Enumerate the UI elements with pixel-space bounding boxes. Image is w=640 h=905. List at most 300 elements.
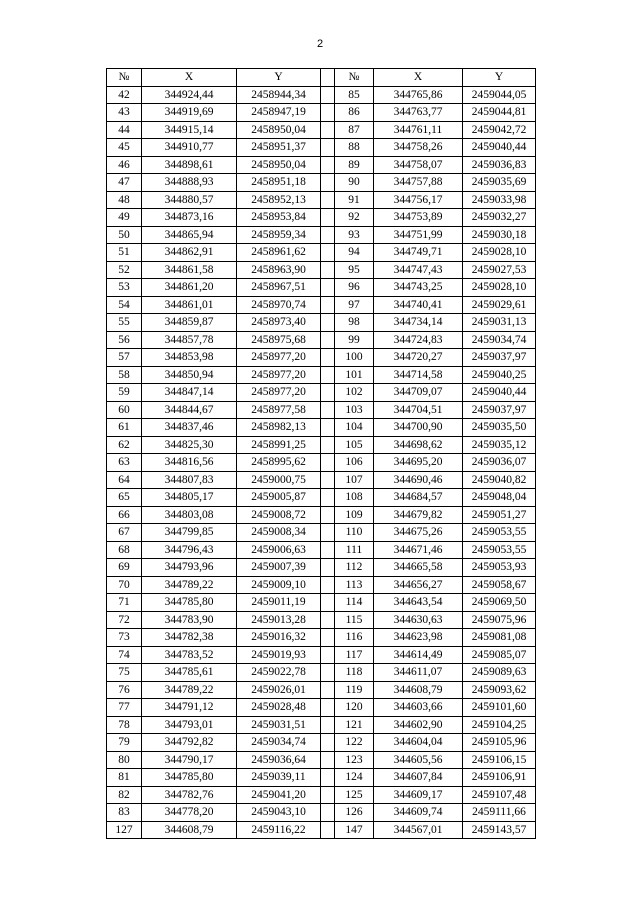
y-coordinate-right: 2459034,74 (463, 331, 536, 349)
column-gap (321, 296, 335, 314)
y-coordinate-left: 2459013,28 (237, 611, 321, 629)
point-number-right: 101 (335, 366, 374, 384)
point-number-right: 85 (335, 86, 374, 104)
y-coordinate-right: 2459053,55 (463, 524, 536, 542)
x-coordinate-left: 344859,87 (142, 314, 237, 332)
table-row (107, 279, 536, 297)
point-number-right: 108 (335, 489, 374, 507)
column-gap (321, 86, 335, 104)
table-row (107, 489, 536, 507)
column-gap (321, 699, 335, 717)
column-gap (321, 366, 335, 384)
x-coordinate-left: 344873,16 (142, 209, 237, 227)
y-coordinate-left: 2459006,63 (237, 541, 321, 559)
x-coordinate-right: 344609,17 (374, 786, 463, 804)
point-number-right: 88 (335, 139, 374, 157)
column-gap (321, 611, 335, 629)
y-coordinate-right: 2459027,53 (463, 261, 536, 279)
table-row (107, 734, 536, 752)
column-gap (321, 261, 335, 279)
header-y-left: Y (237, 69, 321, 87)
table-row (107, 349, 536, 367)
y-coordinate-right: 2459106,15 (463, 751, 536, 769)
y-coordinate-right: 2459035,50 (463, 419, 536, 437)
column-gap (321, 139, 335, 157)
table-row (107, 629, 536, 647)
y-coordinate-right: 2459089,63 (463, 664, 536, 682)
point-number-left: 69 (107, 559, 142, 577)
point-number-left: 49 (107, 209, 142, 227)
y-coordinate-left: 2458977,20 (237, 366, 321, 384)
x-coordinate-left: 344796,43 (142, 541, 237, 559)
column-gap (321, 436, 335, 454)
point-number-right: 99 (335, 331, 374, 349)
table-row (107, 471, 536, 489)
x-coordinate-right: 344608,79 (374, 681, 463, 699)
x-coordinate-right: 344758,07 (374, 156, 463, 174)
x-coordinate-left: 344783,90 (142, 611, 237, 629)
y-coordinate-left: 2459036,64 (237, 751, 321, 769)
x-coordinate-left: 344910,77 (142, 139, 237, 157)
point-number-left: 82 (107, 786, 142, 804)
x-coordinate-right: 344609,74 (374, 804, 463, 822)
table-row (107, 594, 536, 612)
table-row (107, 646, 536, 664)
y-coordinate-right: 2459053,55 (463, 541, 536, 559)
y-coordinate-left: 2458950,04 (237, 121, 321, 139)
point-number-left: 54 (107, 296, 142, 314)
column-gap (321, 524, 335, 542)
point-number-left: 52 (107, 261, 142, 279)
y-coordinate-right: 2459032,27 (463, 209, 536, 227)
table-row (107, 366, 536, 384)
column-gap (321, 541, 335, 559)
point-number-right: 114 (335, 594, 374, 612)
x-coordinate-left: 344792,82 (142, 734, 237, 752)
x-coordinate-right: 344607,84 (374, 769, 463, 787)
point-number-left: 83 (107, 804, 142, 822)
x-coordinate-left: 344807,83 (142, 471, 237, 489)
x-coordinate-left: 344924,44 (142, 86, 237, 104)
y-coordinate-left: 2459039,11 (237, 769, 321, 787)
x-coordinate-left: 344919,69 (142, 104, 237, 122)
x-coordinate-left: 344805,17 (142, 489, 237, 507)
x-coordinate-right: 344630,63 (374, 611, 463, 629)
x-coordinate-right: 344704,51 (374, 401, 463, 419)
column-gap (321, 419, 335, 437)
column-gap (321, 489, 335, 507)
point-number-right: 111 (335, 541, 374, 559)
point-number-left: 80 (107, 751, 142, 769)
point-number-left: 72 (107, 611, 142, 629)
point-number-right: 100 (335, 349, 374, 367)
point-number-right: 122 (335, 734, 374, 752)
y-coordinate-right: 2459051,27 (463, 506, 536, 524)
x-coordinate-left: 344862,91 (142, 244, 237, 262)
y-coordinate-right: 2459040,44 (463, 139, 536, 157)
y-coordinate-left: 2458995,62 (237, 454, 321, 472)
point-number-right: 92 (335, 209, 374, 227)
point-number-right: 107 (335, 471, 374, 489)
y-coordinate-left: 2459008,72 (237, 506, 321, 524)
point-number-right: 125 (335, 786, 374, 804)
page-number: 2 (316, 38, 324, 50)
point-number-left: 58 (107, 366, 142, 384)
x-coordinate-left: 344789,22 (142, 681, 237, 699)
x-coordinate-left: 344888,93 (142, 174, 237, 192)
x-coordinate-right: 344749,71 (374, 244, 463, 262)
point-number-right: 110 (335, 524, 374, 542)
column-gap (321, 664, 335, 682)
y-coordinate-left: 2459026,01 (237, 681, 321, 699)
point-number-right: 147 (335, 821, 374, 839)
point-number-left: 65 (107, 489, 142, 507)
point-number-left: 74 (107, 646, 142, 664)
table-row (107, 104, 536, 122)
x-coordinate-left: 344791,12 (142, 699, 237, 717)
table-row (107, 401, 536, 419)
y-coordinate-right: 2459035,12 (463, 436, 536, 454)
x-coordinate-right: 344679,82 (374, 506, 463, 524)
table-row (107, 139, 536, 157)
y-coordinate-right: 2459037,97 (463, 401, 536, 419)
y-coordinate-left: 2458947,19 (237, 104, 321, 122)
y-coordinate-left: 2458977,20 (237, 384, 321, 402)
x-coordinate-right: 344700,90 (374, 419, 463, 437)
y-coordinate-right: 2459036,07 (463, 454, 536, 472)
y-coordinate-left: 2459041,20 (237, 786, 321, 804)
x-coordinate-left: 344783,52 (142, 646, 237, 664)
y-coordinate-right: 2459048,04 (463, 489, 536, 507)
y-coordinate-left: 2459007,39 (237, 559, 321, 577)
y-coordinate-right: 2459028,10 (463, 244, 536, 262)
y-coordinate-right: 2459044,05 (463, 86, 536, 104)
column-gap (321, 244, 335, 262)
point-number-right: 117 (335, 646, 374, 664)
y-coordinate-right: 2459101,60 (463, 699, 536, 717)
y-coordinate-left: 2459009,10 (237, 576, 321, 594)
y-coordinate-right: 2459104,25 (463, 716, 536, 734)
table-header-row (107, 69, 536, 87)
y-coordinate-right: 2459035,69 (463, 174, 536, 192)
y-coordinate-right: 2459040,44 (463, 384, 536, 402)
point-number-right: 94 (335, 244, 374, 262)
column-gap (321, 226, 335, 244)
x-coordinate-right: 344604,04 (374, 734, 463, 752)
x-coordinate-left: 344861,58 (142, 261, 237, 279)
column-gap (321, 104, 335, 122)
y-coordinate-right: 2459058,67 (463, 576, 536, 594)
y-coordinate-right: 2459030,18 (463, 226, 536, 244)
point-number-right: 96 (335, 279, 374, 297)
table-row (107, 209, 536, 227)
y-coordinate-left: 2459016,32 (237, 629, 321, 647)
table-row (107, 506, 536, 524)
table-row (107, 174, 536, 192)
column-gap (321, 384, 335, 402)
x-coordinate-left: 344799,85 (142, 524, 237, 542)
y-coordinate-right: 2459107,48 (463, 786, 536, 804)
table-row (107, 261, 536, 279)
column-gap (321, 681, 335, 699)
point-number-left: 75 (107, 664, 142, 682)
point-number-left: 64 (107, 471, 142, 489)
y-coordinate-right: 2459143,57 (463, 821, 536, 839)
y-coordinate-left: 2459028,48 (237, 699, 321, 717)
point-number-left: 67 (107, 524, 142, 542)
point-number-left: 51 (107, 244, 142, 262)
y-coordinate-left: 2458975,68 (237, 331, 321, 349)
y-coordinate-left: 2458959,34 (237, 226, 321, 244)
point-number-right: 97 (335, 296, 374, 314)
x-coordinate-right: 344751,99 (374, 226, 463, 244)
header-number-right: № (335, 69, 374, 87)
table-row (107, 804, 536, 822)
y-coordinate-left: 2459000,75 (237, 471, 321, 489)
column-gap (321, 576, 335, 594)
y-coordinate-right: 2459093,62 (463, 681, 536, 699)
x-coordinate-right: 344567,01 (374, 821, 463, 839)
column-gap (321, 821, 335, 839)
x-coordinate-right: 344602,90 (374, 716, 463, 734)
point-number-right: 106 (335, 454, 374, 472)
column-gap (321, 646, 335, 664)
column-gap (321, 331, 335, 349)
x-coordinate-left: 344865,94 (142, 226, 237, 244)
x-coordinate-right: 344743,25 (374, 279, 463, 297)
y-coordinate-left: 2458977,58 (237, 401, 321, 419)
column-gap (321, 804, 335, 822)
y-coordinate-left: 2458961,62 (237, 244, 321, 262)
column-gap (321, 174, 335, 192)
column-gap (321, 751, 335, 769)
point-number-left: 48 (107, 191, 142, 209)
x-coordinate-right: 344734,14 (374, 314, 463, 332)
point-number-left: 46 (107, 156, 142, 174)
y-coordinate-left: 2459034,74 (237, 734, 321, 752)
y-coordinate-right: 2459036,83 (463, 156, 536, 174)
y-coordinate-right: 2459085,07 (463, 646, 536, 664)
x-coordinate-left: 344785,61 (142, 664, 237, 682)
y-coordinate-right: 2459044,81 (463, 104, 536, 122)
x-coordinate-right: 344675,26 (374, 524, 463, 542)
y-coordinate-left: 2458963,90 (237, 261, 321, 279)
column-gap (321, 506, 335, 524)
x-coordinate-right: 344740,41 (374, 296, 463, 314)
table-row (107, 716, 536, 734)
header-x-right: X (374, 69, 463, 87)
x-coordinate-right: 344698,62 (374, 436, 463, 454)
point-number-right: 113 (335, 576, 374, 594)
x-coordinate-right: 344753,89 (374, 209, 463, 227)
table-row (107, 559, 536, 577)
y-coordinate-right: 2459040,25 (463, 366, 536, 384)
y-coordinate-right: 2459042,72 (463, 121, 536, 139)
x-coordinate-left: 344785,80 (142, 769, 237, 787)
column-gap (321, 279, 335, 297)
point-number-right: 102 (335, 384, 374, 402)
table-row (107, 156, 536, 174)
point-number-left: 59 (107, 384, 142, 402)
column-gap (321, 786, 335, 804)
y-coordinate-left: 2459043,10 (237, 804, 321, 822)
x-coordinate-right: 344756,17 (374, 191, 463, 209)
x-coordinate-left: 344803,08 (142, 506, 237, 524)
point-number-left: 62 (107, 436, 142, 454)
column-gap (321, 734, 335, 752)
x-coordinate-left: 344837,46 (142, 419, 237, 437)
table-row (107, 314, 536, 332)
point-number-right: 103 (335, 401, 374, 419)
x-coordinate-left: 344782,76 (142, 786, 237, 804)
point-number-left: 57 (107, 349, 142, 367)
point-number-right: 105 (335, 436, 374, 454)
column-gap (321, 769, 335, 787)
point-number-right: 89 (335, 156, 374, 174)
y-coordinate-left: 2458952,13 (237, 191, 321, 209)
table-row (107, 384, 536, 402)
y-coordinate-right: 2459111,66 (463, 804, 536, 822)
coordinates-table (106, 68, 536, 839)
x-coordinate-right: 344665,58 (374, 559, 463, 577)
x-coordinate-right: 344611,07 (374, 664, 463, 682)
point-number-right: 86 (335, 104, 374, 122)
point-number-left: 60 (107, 401, 142, 419)
x-coordinate-right: 344695,20 (374, 454, 463, 472)
point-number-left: 63 (107, 454, 142, 472)
y-coordinate-left: 2458944,34 (237, 86, 321, 104)
x-coordinate-right: 344761,11 (374, 121, 463, 139)
table-row (107, 681, 536, 699)
point-number-left: 73 (107, 629, 142, 647)
column-gap (321, 349, 335, 367)
y-coordinate-left: 2458953,84 (237, 209, 321, 227)
point-number-right: 93 (335, 226, 374, 244)
point-number-right: 120 (335, 699, 374, 717)
point-number-right: 126 (335, 804, 374, 822)
x-coordinate-right: 344656,27 (374, 576, 463, 594)
point-number-left: 76 (107, 681, 142, 699)
x-coordinate-right: 344709,07 (374, 384, 463, 402)
point-number-left: 70 (107, 576, 142, 594)
point-number-left: 50 (107, 226, 142, 244)
y-coordinate-left: 2458967,51 (237, 279, 321, 297)
y-coordinate-right: 2459028,10 (463, 279, 536, 297)
table-row (107, 86, 536, 104)
y-coordinate-left: 2459011,19 (237, 594, 321, 612)
x-coordinate-left: 344608,79 (142, 821, 237, 839)
table-row (107, 226, 536, 244)
x-coordinate-left: 344816,56 (142, 454, 237, 472)
table-row (107, 786, 536, 804)
point-number-right: 118 (335, 664, 374, 682)
table-row (107, 121, 536, 139)
y-coordinate-left: 2459005,87 (237, 489, 321, 507)
point-number-left: 79 (107, 734, 142, 752)
point-number-left: 45 (107, 139, 142, 157)
x-coordinate-right: 344614,49 (374, 646, 463, 664)
x-coordinate-right: 344763,77 (374, 104, 463, 122)
header-y-right: Y (463, 69, 536, 87)
table-row (107, 699, 536, 717)
y-coordinate-right: 2459105,96 (463, 734, 536, 752)
y-coordinate-left: 2459008,34 (237, 524, 321, 542)
y-coordinate-right: 2459106,91 (463, 769, 536, 787)
column-gap (321, 314, 335, 332)
y-coordinate-left: 2458950,04 (237, 156, 321, 174)
x-coordinate-left: 344844,67 (142, 401, 237, 419)
x-coordinate-left: 344847,14 (142, 384, 237, 402)
x-coordinate-right: 344643,54 (374, 594, 463, 612)
y-coordinate-left: 2458982,13 (237, 419, 321, 437)
column-gap (321, 471, 335, 489)
x-coordinate-left: 344825,30 (142, 436, 237, 454)
x-coordinate-right: 344671,46 (374, 541, 463, 559)
point-number-left: 55 (107, 314, 142, 332)
column-gap (321, 401, 335, 419)
y-coordinate-right: 2459029,61 (463, 296, 536, 314)
point-number-right: 104 (335, 419, 374, 437)
y-coordinate-right: 2459031,13 (463, 314, 536, 332)
point-number-right: 121 (335, 716, 374, 734)
y-coordinate-left: 2458970,74 (237, 296, 321, 314)
point-number-right: 124 (335, 769, 374, 787)
point-number-right: 87 (335, 121, 374, 139)
y-coordinate-right: 2459069,50 (463, 594, 536, 612)
x-coordinate-left: 344793,96 (142, 559, 237, 577)
point-number-left: 66 (107, 506, 142, 524)
y-coordinate-left: 2458991,25 (237, 436, 321, 454)
point-number-right: 95 (335, 261, 374, 279)
x-coordinate-right: 344757,88 (374, 174, 463, 192)
y-coordinate-left: 2458951,18 (237, 174, 321, 192)
x-coordinate-left: 344857,78 (142, 331, 237, 349)
x-coordinate-left: 344789,22 (142, 576, 237, 594)
table-row (107, 454, 536, 472)
point-number-right: 90 (335, 174, 374, 192)
point-number-left: 77 (107, 699, 142, 717)
table-row (107, 191, 536, 209)
table-row (107, 611, 536, 629)
x-coordinate-left: 344850,94 (142, 366, 237, 384)
column-gap (321, 716, 335, 734)
table-row (107, 821, 536, 839)
point-number-right: 119 (335, 681, 374, 699)
table-row (107, 524, 536, 542)
header-number-left: № (107, 69, 142, 87)
x-coordinate-right: 344714,58 (374, 366, 463, 384)
y-coordinate-left: 2459019,93 (237, 646, 321, 664)
point-number-left: 53 (107, 279, 142, 297)
point-number-left: 81 (107, 769, 142, 787)
x-coordinate-left: 344898,61 (142, 156, 237, 174)
point-number-right: 98 (335, 314, 374, 332)
column-gap (321, 209, 335, 227)
column-gap (321, 191, 335, 209)
table-row (107, 244, 536, 262)
column-gap (321, 69, 335, 87)
x-coordinate-right: 344684,57 (374, 489, 463, 507)
x-coordinate-right: 344747,43 (374, 261, 463, 279)
column-gap (321, 121, 335, 139)
x-coordinate-right: 344758,26 (374, 139, 463, 157)
table-row (107, 664, 536, 682)
point-number-left: 56 (107, 331, 142, 349)
x-coordinate-right: 344690,46 (374, 471, 463, 489)
x-coordinate-right: 344603,66 (374, 699, 463, 717)
x-coordinate-right: 344720,27 (374, 349, 463, 367)
column-gap (321, 559, 335, 577)
